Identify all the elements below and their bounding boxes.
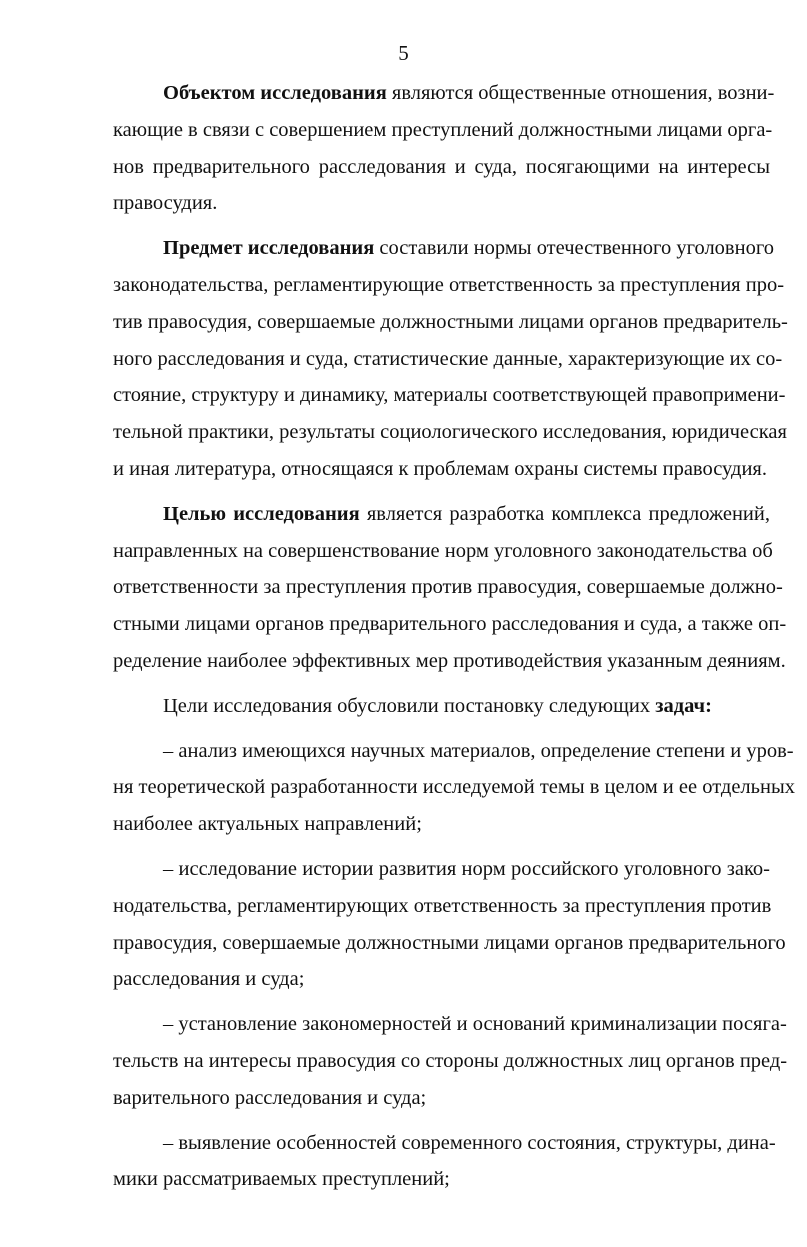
text-line: и иная литература, относящаяся к проблемам охраны системы правосудия. [113, 457, 767, 480]
text-line: ределение наиболее эффективных мер противодействия указанным деяниям. [113, 649, 786, 672]
text-line: правосудия, совершаемые должностными лицами органов предварительного [113, 931, 786, 954]
list-item-task [113, 851, 786, 998]
text-line: ного расследования и суда, статистические данные, характеризующие их со- [113, 347, 783, 370]
text-line: нодательства, регламентирующих ответственность за преступления против [113, 894, 772, 917]
text-line: кающие в связи с совершением преступлений должностными лицами орга- [113, 118, 773, 141]
text-line: расследования и суда; [113, 968, 305, 991]
document-body [113, 75, 795, 1198]
text-line: – исследование истории развития норм российского уголовного зако- [163, 857, 770, 880]
paragraph-object-of-research [113, 75, 775, 222]
text-line: мики рассматриваемых преступлений; [113, 1168, 450, 1191]
text-line: варительного расследования и суда; [113, 1086, 427, 1109]
text-line: Целью исследования является разработка комплекса предложений, [163, 502, 770, 525]
text-line: тив правосудия, совершаемые должностными лицами органов предваритель- [113, 310, 788, 333]
paragraph-subject-of-research [113, 230, 788, 488]
text-line: тельной практики, результаты социологического исследования, юридическая [113, 421, 787, 444]
text-line: Объектом исследования являются общественные отношения, возни- [163, 82, 775, 104]
bold-lead: Целью исследования [163, 502, 360, 525]
text-line: Цели исследования обусловили постановку следующих задач: [163, 694, 712, 717]
text-line: ня теоретической разработанности исследуемой темы в целом и ее отдельных [113, 776, 795, 799]
text-line: Предмет исследования составили нормы отечественного уголовного [163, 237, 774, 260]
text-line: – анализ имеющихся научных материалов, определение степени и уров- [163, 739, 794, 762]
text-line: правосудия. [113, 192, 218, 215]
bold-lead: Объектом исследования [163, 82, 387, 104]
bold-lead: Предмет исследования [163, 237, 375, 260]
text-line: нов предварительного расследования и суда, посягающими на интересы [113, 155, 770, 178]
list-item-task [113, 733, 795, 843]
text-line: направленных на совершенствование норм уголовного законодательства об [113, 539, 773, 562]
text-line: ответственности за преступления против правосудия, совершаемые должно- [113, 576, 783, 599]
paragraph-goal-of-research [113, 496, 787, 680]
page-number: 5 [398, 41, 409, 65]
list-item-task [113, 1006, 788, 1116]
list-item-task [113, 1125, 776, 1199]
text-line: законодательства, регламентирующие ответственность за преступления про- [113, 273, 785, 296]
text-line: тельств на интересы правосудия со стороны должностных лиц органов пред- [113, 1049, 788, 1072]
text-line: стными лицами органов предварительного расследования и суда, а также оп- [113, 613, 787, 636]
text-line: стояние, структуру и динамику, материалы соответствующей правопримени- [113, 384, 786, 407]
text-line: наиболее актуальных направлений; [113, 813, 422, 836]
bold-tasks-word: задач: [655, 694, 712, 717]
text-line: – выявление особенностей современного состояния, структуры, дина- [163, 1131, 776, 1154]
text-line: – установление закономерностей и оснований криминализации посяга- [163, 1013, 787, 1036]
paragraph-tasks-intro [113, 688, 770, 725]
